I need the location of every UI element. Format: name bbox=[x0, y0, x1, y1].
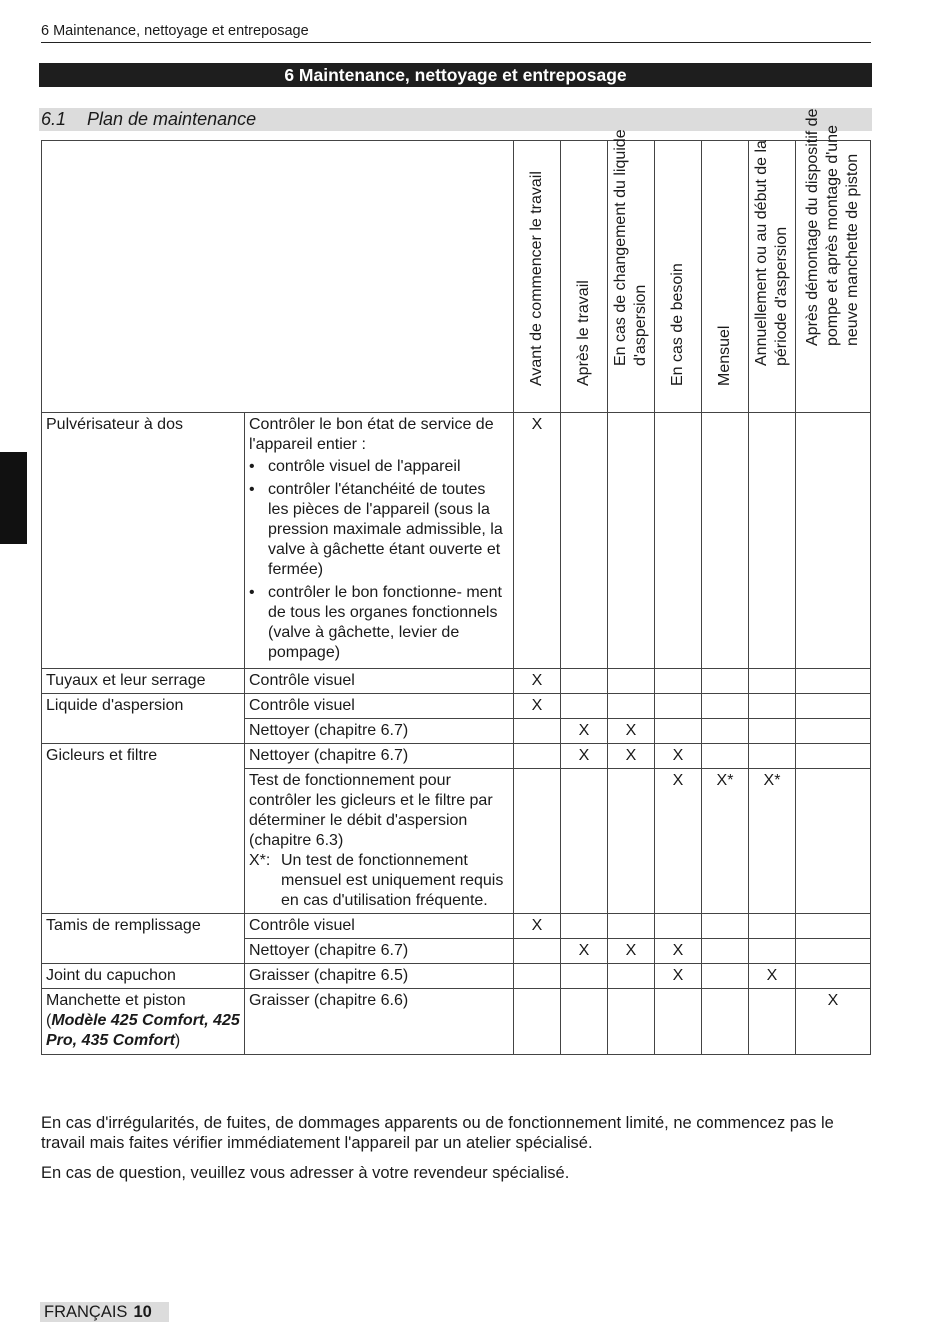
column-header-label: Après le travail bbox=[575, 280, 592, 386]
task-intro: Contrôler le bon état de service de l'appareil entier : bbox=[249, 416, 494, 453]
component-cell: Pulvérisateur à dos bbox=[42, 413, 245, 669]
model-list: Modèle 425 Comfort, 425 Pro, 435 Comfort bbox=[46, 1012, 240, 1049]
mark-cell bbox=[702, 669, 749, 694]
task-cell: Contrôle visuel bbox=[245, 914, 514, 939]
mark-cell: X* bbox=[702, 769, 749, 914]
list-item: • contrôler le bon fonctionne- ment de tous les organes fonctionnels (valve à gâchette, levier de pompage) bbox=[268, 583, 509, 663]
mark-cell bbox=[655, 694, 702, 719]
mark-cell: X bbox=[514, 694, 561, 719]
mark-cell bbox=[796, 769, 871, 914]
mark-cell bbox=[655, 914, 702, 939]
mark-cell: X bbox=[514, 914, 561, 939]
component-models-note bbox=[46, 1011, 240, 1051]
mark-cell bbox=[608, 413, 655, 669]
mark-cell bbox=[514, 964, 561, 989]
mark-cell bbox=[796, 669, 871, 694]
table-header-row bbox=[42, 141, 871, 413]
mark-cell bbox=[608, 914, 655, 939]
task-cell: Contrôle visuel bbox=[245, 694, 514, 719]
column-header bbox=[608, 129, 655, 413]
mark-cell bbox=[796, 413, 871, 669]
footer-language: FRANÇAIS bbox=[44, 1303, 128, 1321]
mark-cell: X bbox=[796, 989, 871, 1055]
task-cell: Graisser (chapitre 6.6) bbox=[245, 989, 514, 1055]
mark-cell bbox=[655, 669, 702, 694]
task-cell bbox=[245, 769, 514, 914]
mark-cell bbox=[702, 989, 749, 1055]
footnote-text: Un test de fonctionnement bbox=[281, 852, 468, 869]
component-cell: Tamis de remplissage bbox=[42, 914, 245, 964]
mark-cell bbox=[561, 989, 608, 1055]
contact-paragraph: En cas de question, veuillez vous adresser à votre revendeur spécialisé. bbox=[41, 1164, 570, 1182]
mark-cell bbox=[702, 719, 749, 744]
task-text: Test de fonctionnement pour contrôler les gicleurs et le filtre par déterminer le débit d'aspersion (chapitre 6.3) bbox=[249, 772, 493, 849]
mark-cell: X bbox=[608, 939, 655, 964]
column-header bbox=[655, 141, 702, 413]
mark-cell: X bbox=[561, 744, 608, 769]
header-empty-cell bbox=[42, 141, 514, 413]
component-cell: Tuyaux et leur serrage bbox=[42, 669, 245, 694]
mark-cell bbox=[749, 694, 796, 719]
task-cell: Graisser (chapitre 6.5) bbox=[245, 964, 514, 989]
section-number: 6.1 bbox=[41, 109, 67, 129]
mark-cell bbox=[749, 939, 796, 964]
section-title: Plan de maintenance bbox=[87, 109, 257, 129]
mark-cell bbox=[702, 744, 749, 769]
mark-cell bbox=[749, 744, 796, 769]
table-row bbox=[42, 744, 871, 769]
column-header-label: En cas de changement du liquide d'aspersion bbox=[612, 129, 649, 366]
mark-cell bbox=[702, 914, 749, 939]
mark-cell: X bbox=[514, 413, 561, 669]
list-item: • contrôle visuel de l'appareil bbox=[268, 457, 509, 477]
mark-cell bbox=[561, 669, 608, 694]
running-head: 6 Maintenance, nettoyage et entreposage bbox=[41, 23, 871, 43]
mark-cell bbox=[608, 669, 655, 694]
mark-cell bbox=[561, 769, 608, 914]
mark-cell bbox=[608, 694, 655, 719]
component-cell bbox=[42, 989, 245, 1055]
mark-cell bbox=[796, 744, 871, 769]
column-header-label: Mensuel bbox=[716, 325, 733, 386]
task-cell: Nettoyer (chapitre 6.7) bbox=[245, 744, 514, 769]
paren-open: ( bbox=[46, 1012, 52, 1029]
footnote-continuation: mensuel est uniquement requis en cas d'utilisation fréquente. bbox=[281, 872, 504, 909]
table-row bbox=[42, 413, 871, 669]
table-row bbox=[42, 914, 871, 939]
mark-cell bbox=[655, 989, 702, 1055]
mark-cell bbox=[749, 669, 796, 694]
page-number: 10 bbox=[133, 1303, 152, 1321]
mark-cell bbox=[796, 939, 871, 964]
mark-cell bbox=[561, 413, 608, 669]
mark-cell bbox=[514, 769, 561, 914]
mark-cell bbox=[702, 413, 749, 669]
mark-cell: X bbox=[749, 964, 796, 989]
mark-cell: X bbox=[655, 939, 702, 964]
mark-cell bbox=[796, 914, 871, 939]
mark-cell bbox=[608, 964, 655, 989]
table-row bbox=[42, 669, 871, 694]
task-cell: Contrôle visuel bbox=[245, 669, 514, 694]
column-header-label: Avant de commencer le travail bbox=[528, 171, 545, 386]
mark-cell bbox=[702, 939, 749, 964]
mark-cell bbox=[749, 989, 796, 1055]
mark-cell bbox=[514, 989, 561, 1055]
task-bullet-list bbox=[249, 457, 509, 663]
mark-cell bbox=[655, 413, 702, 669]
column-header bbox=[749, 141, 796, 413]
warning-paragraph: En cas d'irrégularités, de fuites, de dommages apparents ou de fonctionnement limité, ne commencez pas le travail mais faites vérifier immédiatement l'appareil par un atelier spécialisé. bbox=[41, 1114, 834, 1152]
mark-cell bbox=[561, 964, 608, 989]
mark-cell bbox=[749, 719, 796, 744]
mark-cell: X bbox=[561, 719, 608, 744]
mark-cell: X bbox=[561, 939, 608, 964]
column-header-label: En cas de besoin bbox=[669, 263, 686, 386]
table-row bbox=[42, 694, 871, 719]
column-header bbox=[796, 108, 871, 413]
paren-close: ) bbox=[174, 1032, 181, 1049]
mark-cell bbox=[796, 694, 871, 719]
mark-cell bbox=[796, 719, 871, 744]
mark-cell: X bbox=[608, 719, 655, 744]
chapter-side-tab bbox=[0, 452, 27, 544]
mark-cell bbox=[608, 989, 655, 1055]
section-heading bbox=[39, 108, 872, 131]
mark-cell: X* bbox=[749, 769, 796, 914]
column-header bbox=[702, 141, 749, 413]
component-cell: Liquide d'aspersion bbox=[42, 694, 245, 744]
mark-cell bbox=[608, 769, 655, 914]
mark-cell: X bbox=[655, 744, 702, 769]
mark-cell bbox=[749, 413, 796, 669]
mark-cell bbox=[702, 694, 749, 719]
table-row bbox=[42, 964, 871, 989]
mark-cell: X bbox=[655, 769, 702, 914]
footnote-key: X*: bbox=[249, 852, 271, 869]
task-cell: Nettoyer (chapitre 6.7) bbox=[245, 939, 514, 964]
page-footer bbox=[40, 1302, 169, 1322]
column-header bbox=[561, 141, 608, 413]
mark-cell: X bbox=[655, 964, 702, 989]
mark-cell: X bbox=[514, 669, 561, 694]
table-row bbox=[42, 989, 871, 1055]
mark-cell bbox=[561, 694, 608, 719]
mark-cell bbox=[514, 719, 561, 744]
mark-cell bbox=[561, 914, 608, 939]
mark-cell bbox=[749, 914, 796, 939]
column-header-label: Après démontage du dispositif de pompe et après montage d'une neuve manchette de piston bbox=[804, 108, 861, 346]
column-header bbox=[514, 141, 561, 413]
chapter-title: 6 Maintenance, nettoyage et entreposage bbox=[39, 63, 872, 87]
mark-cell bbox=[702, 964, 749, 989]
column-header-label: Annuellement ou au début de la période d'aspersion bbox=[753, 140, 790, 366]
mark-cell bbox=[514, 744, 561, 769]
component-name: Manchette et piston bbox=[46, 992, 186, 1009]
mark-cell bbox=[655, 719, 702, 744]
component-cell: Gicleurs et filtre bbox=[42, 744, 245, 914]
list-item: • contrôler l'étanchéité de toutes les pièces de l'appareil (sous la pression maximale admissible, la valve à gâchette étant ouverte et fermée) bbox=[268, 480, 509, 580]
mark-cell bbox=[796, 964, 871, 989]
mark-cell bbox=[514, 939, 561, 964]
task-cell bbox=[245, 413, 514, 669]
mark-cell: X bbox=[608, 744, 655, 769]
component-cell: Joint du capuchon bbox=[42, 964, 245, 989]
footnote bbox=[249, 851, 509, 871]
task-cell: Nettoyer (chapitre 6.7) bbox=[245, 719, 514, 744]
